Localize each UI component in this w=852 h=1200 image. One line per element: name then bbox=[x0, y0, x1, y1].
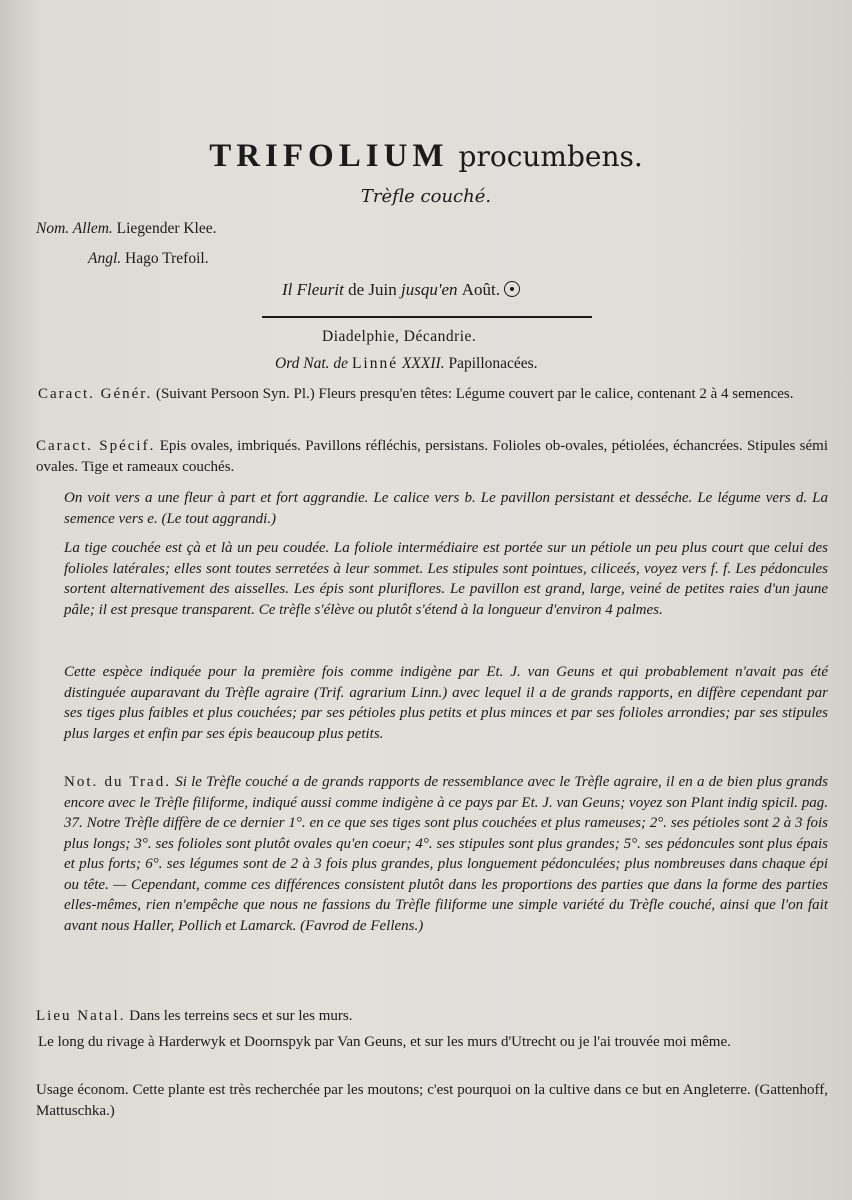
lieu-natal-paragraph bbox=[36, 1006, 828, 1027]
divider bbox=[262, 316, 592, 318]
species-note-paragraph: Cette espèce indiquée pour la première fois comme indigène par Et. J. van Geuns et qui probablement n'avait pas été distinguée auparavant du Trèfle agraire (Trif. agrarium Linn.) avec lequel il a de grands rapports, en diffère cependant par ses tiges plus faibles et plus couchées; par ses pétioles plus petits et plus minces et par ses folioles arrondies; par ses stipules plus larges et enfin par ses épis beaucoup plus petits. bbox=[64, 664, 828, 742]
german-label: Nom. Allem. bbox=[36, 220, 113, 237]
title-species: procumbens. bbox=[458, 140, 643, 173]
flowering-month-end: Août. bbox=[461, 280, 501, 299]
figure-note-paragraph: On voit vers a une fleur à part et fort aggrandie. Le calice vers b. Le pavillon persistant et desséche. Le légume vers d. La semence vers e. (Le tout aggrandi.) bbox=[64, 490, 828, 527]
ord-number: XXXII. bbox=[401, 355, 445, 372]
caract-gener-label: Caract. Génér. bbox=[38, 386, 153, 402]
page-subtitle: Trèfle couché. bbox=[360, 186, 492, 207]
english-name: Hago Trefoil. bbox=[125, 250, 209, 267]
english-name-line bbox=[88, 250, 209, 268]
rivage-paragraph: Le long du rivage à Harderwyk et Doornspyk par Van Geuns, et sur les murs d'Utrecht ou je l'ai trouvée moi même. bbox=[38, 1034, 731, 1050]
translator-note-label: Not. du Trad. bbox=[64, 774, 171, 790]
german-name: Liegender Klee. bbox=[116, 220, 217, 237]
ord-label: Ord Nat. de bbox=[275, 355, 349, 372]
english-label: Angl. bbox=[88, 250, 122, 267]
german-name-line bbox=[36, 220, 217, 238]
flowering-until: jusqu'en bbox=[396, 280, 462, 299]
lieu-natal-label: Lieu Natal. bbox=[36, 1008, 126, 1024]
caract-specif-label: Caract. Spécif. bbox=[36, 438, 156, 454]
natural-order-line bbox=[275, 355, 538, 373]
translator-note-paragraph bbox=[64, 772, 828, 936]
family-name: Papillonacées. bbox=[448, 355, 538, 372]
caract-gener-paragraph bbox=[36, 384, 828, 405]
caract-specif-paragraph bbox=[36, 436, 828, 477]
page-title bbox=[0, 138, 852, 175]
flowering-month-start: Juin bbox=[368, 280, 397, 299]
usage-paragraph bbox=[36, 1080, 828, 1121]
class-line: Diadelphie, Décandrie. bbox=[322, 328, 477, 345]
caract-gener-text: (Suivant Persoon Syn. Pl.) Fleurs presqu'en têtes: Légume couvert par le calice, contenant 2 à 4 semences. bbox=[155, 386, 794, 402]
description-paragraph: La tige couchée est çà et là un peu coudée. La foliole intermédiaire est portée sur un pétiole un peu plus court que celui des folioles latérales; elles sont toutes serretées à leur sommet. Les stipules sont pointues, ciliceés, voyez vers f. f. Les pédoncules sortent alternativement des aisselles. Les épis sont pluriflores. Le pavillon est grand, large, veiné de petites raies d'un jaune pâle; il est presque transparent. Ce trèfle s'élève ou plutôt s'étend à la longueur d'environ 4 palmes. bbox=[64, 540, 828, 618]
annual-symbol-icon bbox=[504, 281, 520, 297]
flowering-line bbox=[282, 280, 520, 300]
lieu-natal-text: Dans les terreins secs et sur les murs. bbox=[129, 1008, 353, 1024]
flowering-phrase: Il Fleurit bbox=[282, 280, 344, 299]
translator-note-text: Si le Trèfle couché a de grands rapports de ressemblance avec le Trèfle agraire, il en a de bien plus grands encore avec le Trèfle filiforme, indiqué aussi comme indigène à ce pays par Et. J. van Geuns; voyez son Plant indig spicil. pag. 37. Notre Trèfle diffère de ce dernier 1°. en ce que ses tiges sont plus couchées et plus rameuses; 2°. ses pétioles sont 2 à 3 fois plus longs; 3°. ses folioles sont plutôt ovales qu'en coeur; 4°. ses stipules sont plus grandes; 5°. ses pédoncules sont plus épais et plus forts; 6°. ses légumes sont de 2 à 3 fois plus grandes, plus longuement pédonculées; plus nombreuses dans chaque épi ou tête. — Cependant, comme ces différences consistent plutôt dans les proportions des parties que dans la forme des parties elles-mêmes, rien n'empêche que nous ne fassions du Trèfle filiforme une simple variété du Trèfle couché, ainsi que l'on fait avant nous Haller, Pollich et Lamarck. (Favrod de Fellens.) bbox=[64, 774, 829, 934]
usage-text: Cette plante est très recherchée par les moutons; c'est pourquoi on la cultive dans ce but en Angleterre. (Gattenhoff, Mattuschka.) bbox=[36, 1082, 829, 1119]
caract-specif-text: Epis ovales, imbriqués. Pavillons réfléchis, persistans. Folioles ob-ovales, pétiolées, échancrées. Stipules sémi ovales. Tige et rameaux couchés. bbox=[36, 438, 829, 475]
title-genus: TRIFOLIUM bbox=[209, 138, 449, 174]
usage-label: Usage économ. bbox=[36, 1082, 129, 1098]
flowering-de: de bbox=[343, 280, 369, 299]
linne-name: Linné bbox=[351, 355, 399, 372]
